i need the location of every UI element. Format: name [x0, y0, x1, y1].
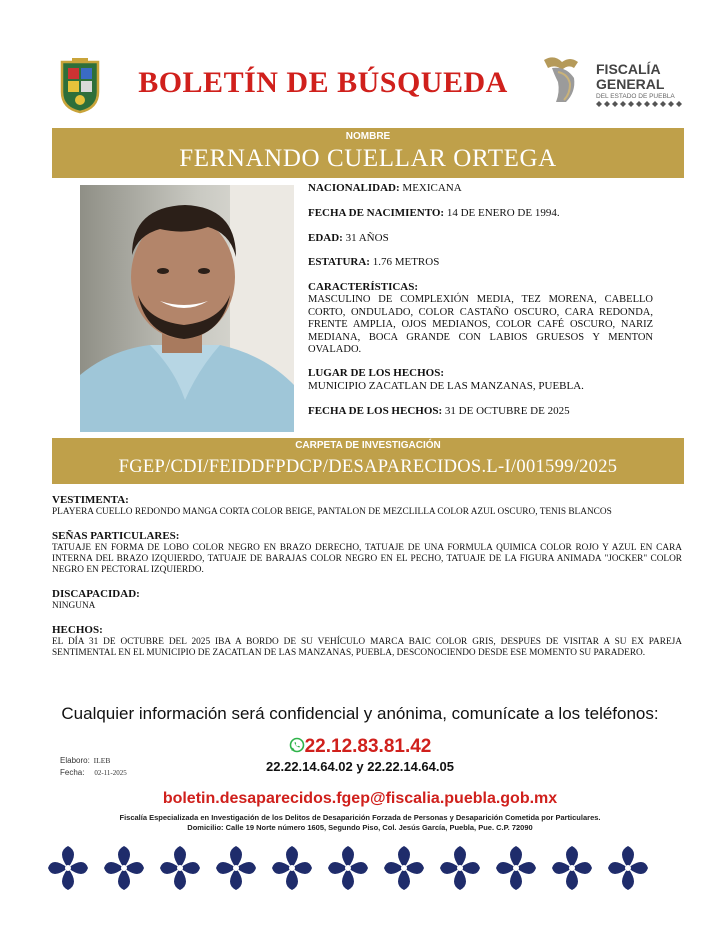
fecha-label: Fecha:: [60, 768, 85, 777]
vestimenta-text: PLAYERA CUELLO REDONDO MANGA CORTA COLOR BEIGE, PANTALON DE MEZCLILLA COLOR AZUL OSCURO, TENIS BLANCOS: [52, 507, 612, 517]
discapacidad-text: NINGUNA: [52, 601, 96, 611]
lugar-value: MUNICIPIO ZACATLAN DE LAS MANZANAS, PUEBLA.: [308, 380, 584, 392]
footer-address: Domicilio: Calle 19 Norte número 1605, Segundo Piso, Col. Jesús García, Puebla, Pue. C.P. 72090: [187, 823, 533, 832]
carpeta-band: [52, 438, 684, 484]
name-band: [52, 128, 684, 178]
nacionalidad-value: MEXICANA: [402, 182, 462, 194]
secondary-phones[interactable]: 22.22.14.64.02 y 22.22.14.64.05: [266, 759, 454, 774]
caracteristicas-text: MASCULINO DE COMPLEXIÓN MEDIA, TEZ MORENA, CABELLO CORTO, ONDULADO, COLOR CASTAÑO OSCURO, CARA REDONDA, FRENTE AMPLIA, OJOS MEDIANOS, COLOR CAFÉ OSCURO, NARIZ MEDIANA, BOCA GRANDE CON LABIOS GRUESOS Y MENTON OVALADO.: [308, 294, 653, 355]
discapacidad-label: DISCAPACIDAD:: [52, 588, 140, 600]
fecha-hechos-value: 31 DE OCTUBRE DE 2025: [444, 405, 570, 417]
bulletin-title: BOLETÍN DE BÚSQUEDA: [138, 66, 508, 99]
caracteristicas-label: CARACTERÍSTICAS:: [308, 281, 419, 293]
footer-agency: Fiscalía Especializada en Investigación de los Delitos de Desaparición Forzada de Personas y Desaparición Cometida por Particulares.: [119, 813, 601, 822]
whatsapp-icon: [289, 737, 305, 753]
estado-puebla-word: DEL ESTADO DE PUEBLA: [596, 93, 675, 100]
vestimenta-label: VESTIMENTA:: [52, 494, 129, 506]
logo-pattern-strip: [596, 101, 682, 107]
estatura-value: 1.76 METROS: [372, 256, 440, 268]
edad-label: EDAD:: [308, 232, 343, 244]
elaboro-row: [60, 756, 110, 765]
main-phone-number: 22.12.83.81.42: [304, 736, 432, 757]
person-photo: [80, 185, 294, 432]
person-name: FERNANDO CUELLAR ORTEGA: [179, 145, 557, 172]
main-phone[interactable]: [0, 736, 720, 758]
fiscalia-word: FISCALÍA: [596, 61, 661, 77]
carpeta-number: FGEP/CDI/FEIDDFPDCP/DESAPARECIDOS.L-I/001599/2025: [118, 457, 618, 477]
elaboro-value: ILEB: [93, 756, 111, 765]
puebla-seal-logo: [58, 58, 102, 114]
lugar-label: LUGAR DE LOS HECHOS:: [308, 367, 444, 379]
nacionalidad-row: [308, 182, 462, 194]
nacimiento-label: FECHA DE NACIMIENTO:: [308, 207, 445, 219]
general-word: GENERAL: [596, 76, 665, 92]
nacimiento-row: [308, 207, 560, 219]
fecha-hechos-row: [308, 405, 570, 417]
estatura-row: [308, 256, 439, 268]
estatura-label: ESTATURA:: [308, 256, 370, 268]
talavera-pattern-strip: [40, 842, 680, 894]
nacionalidad-label: NACIONALIDAD:: [308, 182, 400, 194]
hechos-label: HECHOS:: [52, 624, 103, 636]
contact-email-link[interactable]: boletin.desaparecidos.fgep@fiscalia.puebla.gob.mx: [162, 790, 558, 807]
contact-call-to-action: Cualquier información será confidencial y anónima, comunícate a los teléfonos:: [61, 704, 659, 723]
edad-row: [308, 232, 389, 244]
carpeta-label: CARPETA DE INVESTIGACIÓN: [295, 440, 441, 451]
elaboro-label: Elaboro:: [60, 756, 90, 765]
senas-label: SEÑAS PARTICULARES:: [52, 530, 180, 542]
fecha-row: [60, 768, 127, 777]
fecha-hechos-label: FECHA DE LOS HECHOS:: [308, 405, 443, 417]
hechos-text: EL DÍA 31 DE OCTUBRE DEL 2025 IBA A BORDO DE SU VEHÍCULO MARCA BAIC COLOR GRIS, DESPUES DE VISITAR A SU EX PAREJA SENTIMENTAL EN EL MUNICIPIO DE ZACATLAN DE LAS MANZANAS, PUEBLA, DESCONOCIENDO DESDE ESE MOMENTO SU PARADERO.: [52, 637, 682, 658]
name-label: NOMBRE: [345, 131, 391, 142]
senas-text: TATUAJE EN FORMA DE LOBO COLOR NEGRO EN BRAZO DERECHO, TATUAJE DE UNA FORMULA QUIMICA COLOR ROJO Y AZUL EN CARA INTERNA DEL BRAZO IZQUIERDO, TATUAJE DE BARAJAS COLOR NEGRO EN EL PECHO, TATUAJE DE LA FIGURA ANIMADA "JOCKER" COLOR NEGRO EN PECTORAL IZQUIERDO.: [52, 543, 682, 575]
pattern-motifs: [48, 846, 648, 890]
edad-value: 31 AÑOS: [345, 232, 389, 244]
fecha-value: 02-11-2025: [94, 769, 127, 777]
nacimiento-value: 14 DE ENERO DE 1994.: [446, 207, 560, 219]
